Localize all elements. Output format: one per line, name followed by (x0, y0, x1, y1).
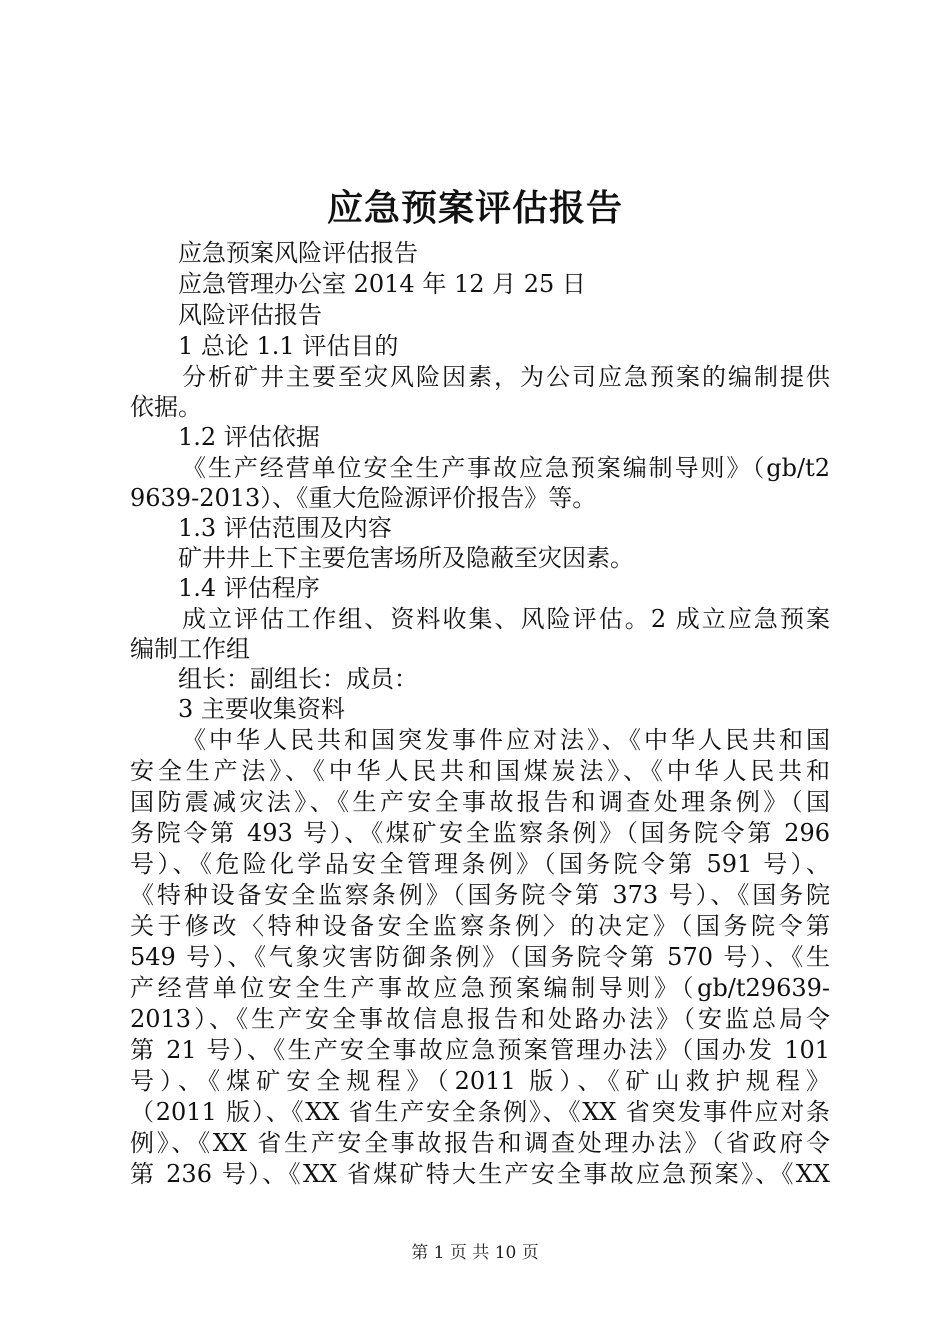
text-line: 《中华人民共和国突发事件应对法》、《中华人民共和国 (182, 726, 830, 754)
section-heading: 1.3 评估范围及内容 (178, 514, 392, 542)
text-line: 9639-2013）、《重大危险源评价报告》等。 (130, 484, 597, 512)
text-line: 安全生产法》、《中华人民共和国煤炭法》、《中华人民共和 (130, 757, 830, 785)
text-line: 矿井井上下主要危害场所及隐蔽至灾因素。 (178, 544, 634, 572)
text-line: （2011 版）、《XX 省生产安全条例》、《XX 省突发事件应对条 (130, 1098, 830, 1126)
text-line: 第 21 号）、《生产安全事故应急预案管理办法》（国办发 101 (130, 1036, 830, 1064)
text-line: 关于修改〈特种设备安全监察条例〉的决定》（国务院令第 (130, 912, 830, 940)
text-line: 务院令第 493 号）、《煤矿安全监察条例》（国务院令第 296 (130, 819, 830, 847)
text-line: 风险评估报告 (178, 301, 322, 329)
page-footer: 第 1 页 共 10 页 (411, 1243, 539, 1263)
text-line: 《特种设备安全监察条例》（国务院令第 373 号）、《国务院 (130, 881, 830, 909)
text-line: 成立评估工作组、资料收集、风险评估。2 成立应急预案 (182, 605, 830, 633)
text-line: 编制工作组 (130, 635, 250, 663)
text-line: 2013）、《生产安全事故信息报告和处路办法》（安监总局令 (130, 1005, 830, 1033)
text-line: 例》、《XX 省生产安全事故报告和调查处理办法》（省政府令 (130, 1129, 830, 1157)
section-heading: 3 主要收集资料 (178, 695, 345, 723)
section-heading: 1.2 评估依据 (178, 423, 320, 451)
document-title: 应急预案评估报告 (326, 187, 623, 229)
text-line: 号）、《煤矿安全规程》（2011 版）、《矿山救护规程》 (130, 1067, 830, 1095)
text-line: 549 号）、《气象灾害防御条例》（国务院令第 570 号）、《生 (130, 943, 830, 971)
text-line: 产经营单位安全生产事故应急预案编制导则》（gb/t29639- (130, 974, 830, 1002)
text-line: 第 236 号）、《XX 省煤矿特大生产安全事故应急预案》、《XX (130, 1160, 830, 1188)
text-line: 组长：副组长：成员： (178, 665, 418, 693)
section-heading: 1.4 评估程序 (178, 574, 320, 602)
text-line: 《生产经营单位安全生产事故应急预案编制导则》（gb/t2 (182, 454, 830, 482)
text-line: 分析矿井主要至灾风险因素，为公司应急预案的编制提供 (182, 363, 830, 391)
text-line: 国防震减灾法》、《生产安全事故报告和调查处理条例》（国 (130, 788, 830, 816)
text-line: 应急预案风险评估报告 (178, 239, 418, 267)
section-heading: 1 总论 1.1 评估目的 (178, 332, 399, 360)
text-line: 号）、《危险化学品安全管理条例》（国务院令第 591 号）、 (130, 850, 830, 878)
text-line: 应急管理办公室 2014 年 12 月 25 日 (178, 270, 586, 298)
text-line: 依据。 (130, 393, 202, 421)
